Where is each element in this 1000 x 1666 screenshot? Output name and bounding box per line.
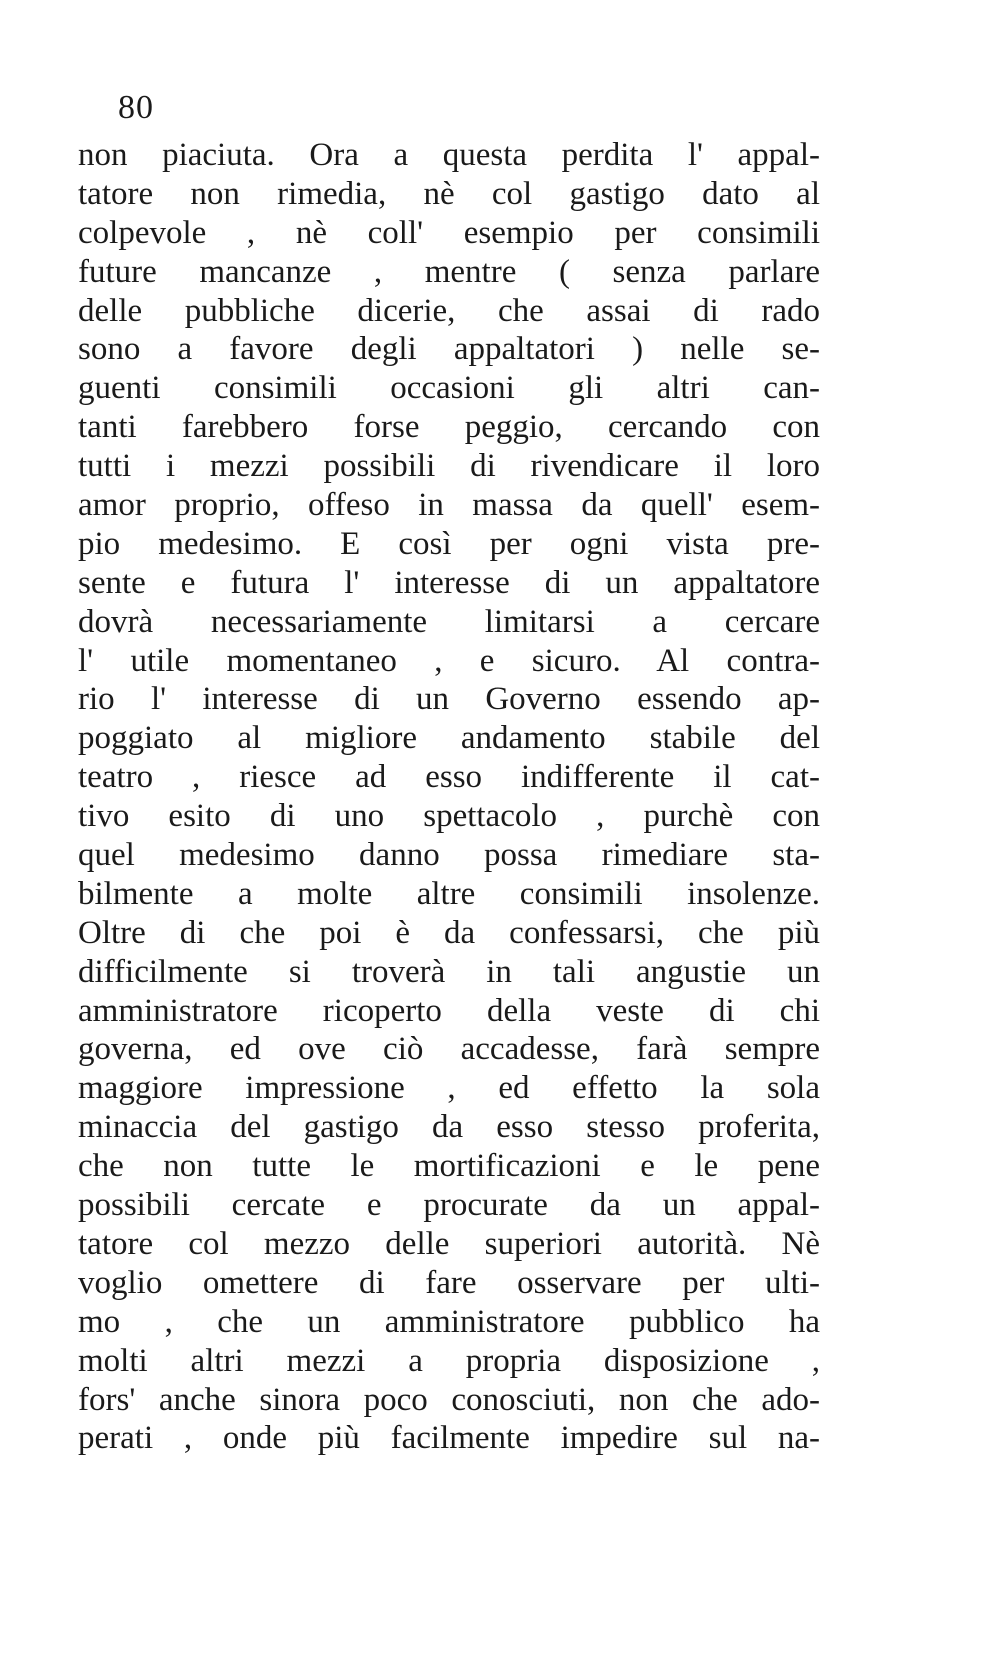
text-line: teatro , riesce ad esso indifferente il cat- [78,759,820,796]
text-line: Oltre di che poi è da confessarsi, che più [78,914,820,951]
text-line: difficilmente si troverà in tali angustie un [78,953,820,990]
text-line: sono a favore degli appaltatori ) nelle se- [78,331,820,368]
text-line: rio l' interesse di un Governo essendo ap- [78,681,820,718]
text-line: che non tutte le mortificazioni e le pene [78,1148,820,1185]
text-line: tatore col mezzo delle superiori autorità. Nè [78,1225,820,1262]
text-line: sente e futura l' interesse di un appaltatore [78,564,820,601]
text-line: l' utile momentaneo , e sicuro. Al contra- [78,642,820,679]
text-line: pio medesimo. E così per ogni vista pre- [78,525,820,562]
body-text [78,136,820,1458]
text-line: amor proprio, offeso in massa da quell' esem- [78,487,820,524]
text-line: molti altri mezzi a propria disposizione , [78,1342,820,1379]
text-line: perati , onde più facilmente impedire sul na- [78,1420,820,1457]
text-line: colpevole , nè coll' esempio per consimili [78,214,820,251]
text-line: bilmente a molte altre consimili insolenze. [78,875,820,912]
text-line: governa, ed ove ciò accadesse, farà sempre [78,1031,820,1068]
text-line: guenti consimili occasioni gli altri can- [78,370,820,407]
text-line: tatore non rimedia, nè col gastigo dato al [78,175,820,212]
text-line: quel medesimo danno possa rimediare sta- [78,837,820,874]
text-line: minaccia del gastigo da esso stesso proferita, [78,1109,820,1146]
text-line: dovrà necessariamente limitarsi a cercare [78,603,820,640]
text-line: future mancanze , mentre ( senza parlare [78,253,820,290]
text-line: mo , che un amministratore pubblico ha [78,1303,820,1340]
text-line: maggiore impressione , ed effetto la sola [78,1070,820,1107]
text-line: delle pubbliche dicerie, che assai di rado [78,292,820,329]
text-line: tivo esito di uno spettacolo , purchè con [78,798,820,835]
page-number: 80 [118,89,154,126]
text-line: voglio omettere di fare osservare per ulti- [78,1264,820,1301]
text-line: tutti i mezzi possibili di rivendicare il loro [78,448,820,485]
text-line: possibili cercate e procurate da un appal- [78,1187,820,1224]
text-line: poggiato al migliore andamento stabile del [78,720,820,757]
text-line: tanti farebbero forse peggio, cercando con [78,409,820,446]
text-line: amministratore ricoperto della veste di chi [78,992,820,1029]
text-line: non piaciuta. Ora a questa perdita l' appal- [78,137,820,173]
text-line: fors' anche sinora poco conosciuti, non che ado- [78,1381,820,1418]
